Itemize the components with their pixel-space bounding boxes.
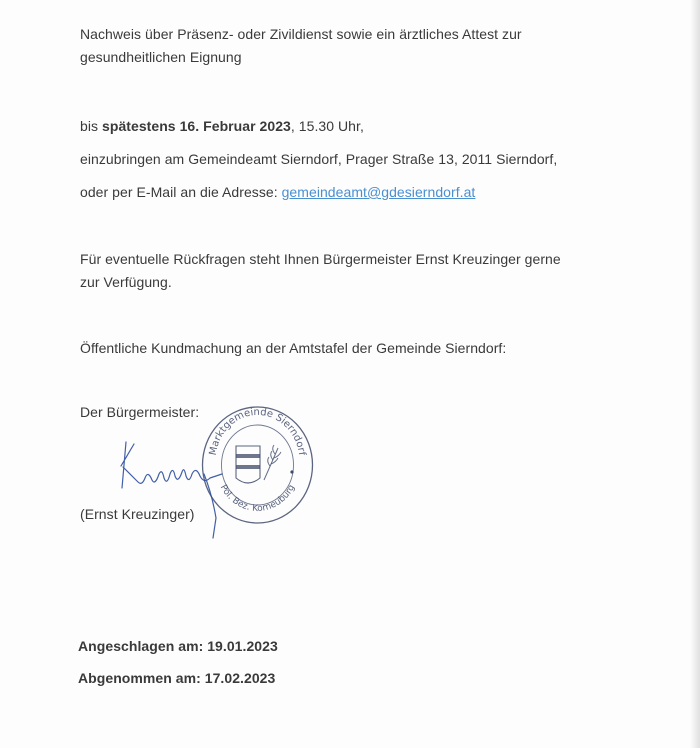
signature-role: Der Bürgermeister: [80, 404, 200, 420]
deadline-prefix: bis [80, 118, 102, 134]
deadline-line [80, 118, 364, 135]
intro-line-2: gesundheitlichen Eignung [80, 49, 242, 65]
scan-edge-shadow [690, 0, 700, 748]
contact-line-2: zur Verfügung. [80, 274, 172, 290]
seal-bottom-text: Pol. Bez. Korneuburg [217, 483, 298, 515]
handwritten-signature [112, 430, 237, 540]
deadline-suffix: , 15.30 Uhr, [290, 118, 364, 134]
notice-heading: Öffentliche Kundmachung an der Amtstafel der Gemeinde Sierndorf: [80, 340, 507, 356]
submission-email-line [80, 184, 475, 201]
submission-address: einzubringen am Gemeindeamt Sierndorf, Prager Straße 13, 2011 Sierndorf, [80, 151, 558, 167]
posted-date: Angeschlagen am: 19.01.2023 [78, 638, 278, 654]
contact-line-1: Für eventuelle Rückfragen steht Ihnen Bürgermeister Ernst Kreuzinger gerne [80, 251, 561, 267]
intro-line-1: Nachweis über Präsenz- oder Zivildienst sowie ein ärztliches Attest zur [80, 26, 522, 42]
signature-name: (Ernst Kreuzinger) [80, 506, 195, 522]
email-prefix: oder per E-Mail an die Adresse: [80, 184, 282, 200]
deadline-date: spätestens 16. Februar 2023 [102, 118, 291, 134]
removed-date: Abgenommen am: 17.02.2023 [78, 670, 276, 686]
seal-top-text: Marktgemeinde Sierndorf [207, 406, 308, 457]
email-link[interactable]: gemeindeamt@gdesierndorf.at [281, 184, 476, 200]
